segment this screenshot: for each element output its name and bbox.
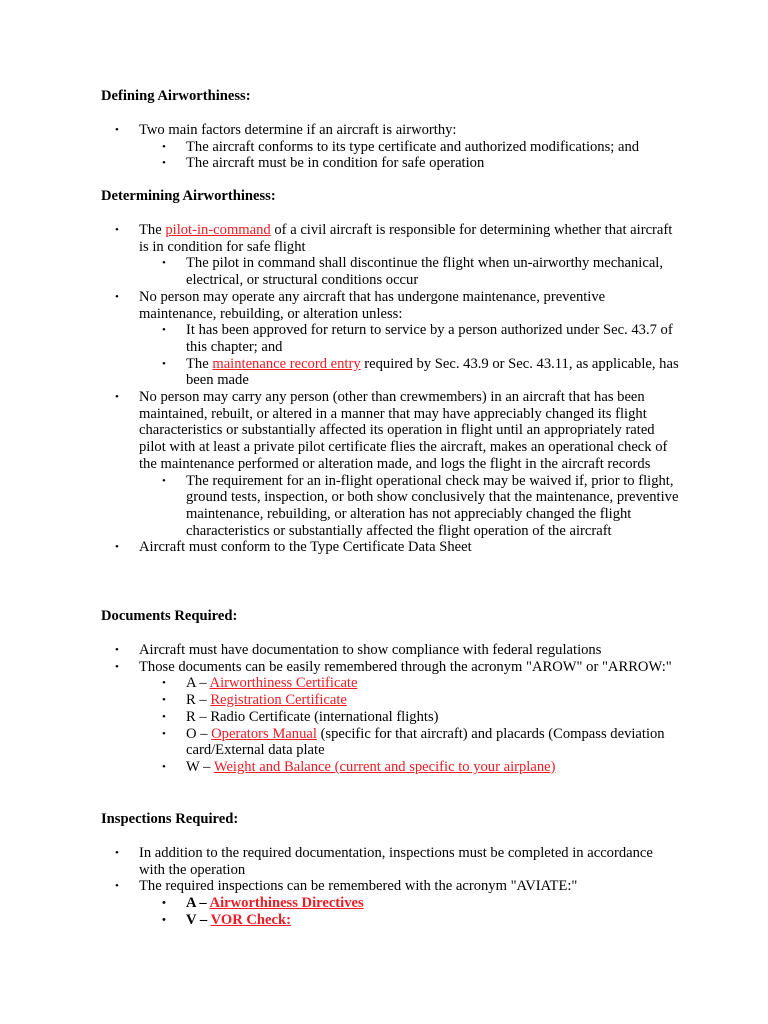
bullet-icon: • — [162, 897, 166, 910]
heading-determining-airworthiness: Determining Airworthiness: — [101, 188, 276, 204]
text-fragment: Radio Certificate (international flights) — [210, 708, 439, 725]
list-item-text: The pilot in command shall discontinue the flight when un-airworthy mechanical, electrical, or structural conditions occur — [186, 255, 664, 289]
bullet-icon: • — [115, 660, 119, 673]
link-airworthiness-directives[interactable]: Airworthiness Directives — [209, 895, 364, 912]
list-item-text: Aircraft must have documentation to show compliance with federal regulations — [139, 642, 602, 658]
bullet-icon: • — [162, 140, 166, 153]
list-item — [0, 709, 680, 726]
sub-list — [139, 473, 679, 540]
list-item-text: The requirement for an in-flight operational check may be waived if, prior to flight, ground tests, inspection, or both show conclusively that the maintenance, preventive maintenance, rebuilding, or alteration has not appreciably changed the flight characteristics or substantially affected the flight operation of the aircraft — [186, 472, 679, 539]
list-item — [0, 878, 679, 928]
text-fragment: A – — [186, 895, 210, 912]
link-maintenance-record-entry[interactable]: maintenance record entry — [212, 355, 361, 372]
list-item — [0, 642, 679, 659]
list-item — [0, 255, 680, 288]
text-fragment: The — [139, 222, 166, 238]
list-item — [0, 389, 679, 539]
list-item-text: The required inspections can be remembered with the acronym "AVIATE:" — [139, 878, 578, 895]
text-fragment: The — [186, 355, 213, 372]
list-item-text: The aircraft conforms to its type certificate and authorized modifications; and — [186, 138, 640, 155]
text-fragment: R – — [186, 708, 211, 725]
bullet-icon: • — [115, 644, 119, 656]
bullet-list — [0, 222, 768, 556]
list-item-text: No person may carry any person (other than crewmembers) in an aircraft that has been maintained, rebuilt, or altered in a manner that may have appreciably changed its flight characteristics or substantially affected its operation in flight until an appropriately rated pilot with at least a private pilot certificate flies the aircraft, makes an operational check of the maintenance performed or alteration made, and logs the flight in the aircraft records — [139, 389, 668, 472]
list-item — [0, 895, 680, 912]
bullet-icon: • — [162, 324, 166, 337]
section-inspections-required — [0, 845, 768, 929]
bullet-list — [0, 845, 768, 929]
heading-defining-airworthiness: Defining Airworthiness: — [101, 88, 251, 104]
list-item — [0, 912, 680, 929]
list-item — [0, 726, 680, 759]
link-operators-manual[interactable]: Operators Manual — [211, 725, 317, 742]
text-fragment: required by Sec. 43.9 or Sec. 43.11, as applicable, has been made — [186, 355, 679, 389]
list-item — [0, 845, 679, 878]
bullet-icon: • — [115, 224, 119, 236]
list-item — [0, 356, 680, 389]
list-item-text: Those documents can be easily remembered through the acronym "AROW" or "ARROW:" — [139, 658, 672, 675]
sub-list — [139, 139, 679, 172]
sub-list — [139, 322, 679, 389]
list-item — [0, 289, 679, 389]
heading-inspections-required: Inspections Required: — [101, 811, 239, 827]
list-item — [0, 692, 680, 709]
text-fragment: W – — [186, 758, 214, 775]
link-weight-and-balance[interactable]: Weight and Balance (current and specific to your airplane) — [213, 758, 556, 775]
list-item — [0, 473, 680, 540]
bullet-icon: • — [162, 727, 166, 740]
list-item — [0, 139, 680, 156]
bullet-icon: • — [162, 157, 166, 170]
link-vor-check[interactable]: VOR Check: — [210, 911, 291, 928]
bullet-icon: • — [162, 474, 166, 487]
bullet-icon: • — [115, 541, 119, 554]
list-item — [0, 675, 680, 692]
link-pilot-in-command[interactable]: pilot-in-command — [165, 222, 271, 238]
bullet-icon: • — [115, 880, 119, 893]
list-item-text: It has been approved for return to service by a person authorized under Sec. 43.7 of this chapter; and — [186, 322, 673, 355]
bullet-icon: • — [162, 760, 166, 773]
link-registration-certificate[interactable]: Registration Certificate — [210, 692, 347, 709]
text-fragment: A – — [186, 675, 210, 692]
bullet-icon: • — [162, 677, 166, 690]
bullet-icon: • — [115, 124, 119, 136]
bullet-icon: • — [115, 847, 119, 859]
text-fragment: (specific for that aircraft) and placards (Compass deviation card/External data plate — [186, 725, 665, 759]
text-fragment: R – — [186, 692, 211, 709]
text-fragment: V – — [186, 911, 211, 928]
bullet-icon: • — [162, 357, 166, 370]
bullet-icon: • — [162, 710, 166, 723]
list-item — [0, 322, 680, 355]
section-defining-airworthiness — [0, 122, 768, 172]
bullet-icon: • — [162, 694, 166, 707]
bullet-list — [0, 122, 768, 172]
bullet-icon: • — [115, 290, 119, 303]
text-fragment: O – — [186, 725, 212, 742]
sub-list — [139, 255, 679, 288]
link-airworthiness-certificate[interactable]: Airworthiness Certificate — [209, 675, 358, 692]
bullet-icon: • — [115, 391, 119, 404]
bullet-list — [0, 642, 768, 776]
list-item-text: Two main factors determine if an aircraft is airworthy: — [139, 122, 457, 138]
heading-documents-required: Documents Required: — [101, 608, 238, 624]
list-item-text: No person may operate any aircraft that has undergone maintenance, preventive maintenance, rebuilding, or alteration unless: — [139, 288, 606, 322]
list-item-text: Aircraft must conform to the Type Certificate Data Sheet — [139, 539, 472, 556]
sub-list — [139, 675, 679, 775]
section-documents-required — [0, 642, 768, 776]
list-item-text: In addition to the required documentation, inspections must be completed in accordance with the operation — [139, 845, 653, 878]
list-item — [0, 155, 680, 172]
list-item — [0, 122, 679, 172]
section-determining-airworthiness — [0, 222, 768, 556]
text-fragment: of a civil aircraft is responsible for determining whether that aircraft is in condition for safe flight — [139, 222, 673, 255]
bullet-icon: • — [162, 257, 166, 270]
list-item — [0, 759, 680, 776]
list-item — [0, 222, 679, 289]
sub-list — [139, 895, 679, 928]
list-item — [0, 539, 679, 556]
list-item-text: The aircraft must be in condition for safe operation — [186, 155, 485, 172]
bullet-icon: • — [162, 913, 166, 926]
list-item — [0, 659, 679, 776]
